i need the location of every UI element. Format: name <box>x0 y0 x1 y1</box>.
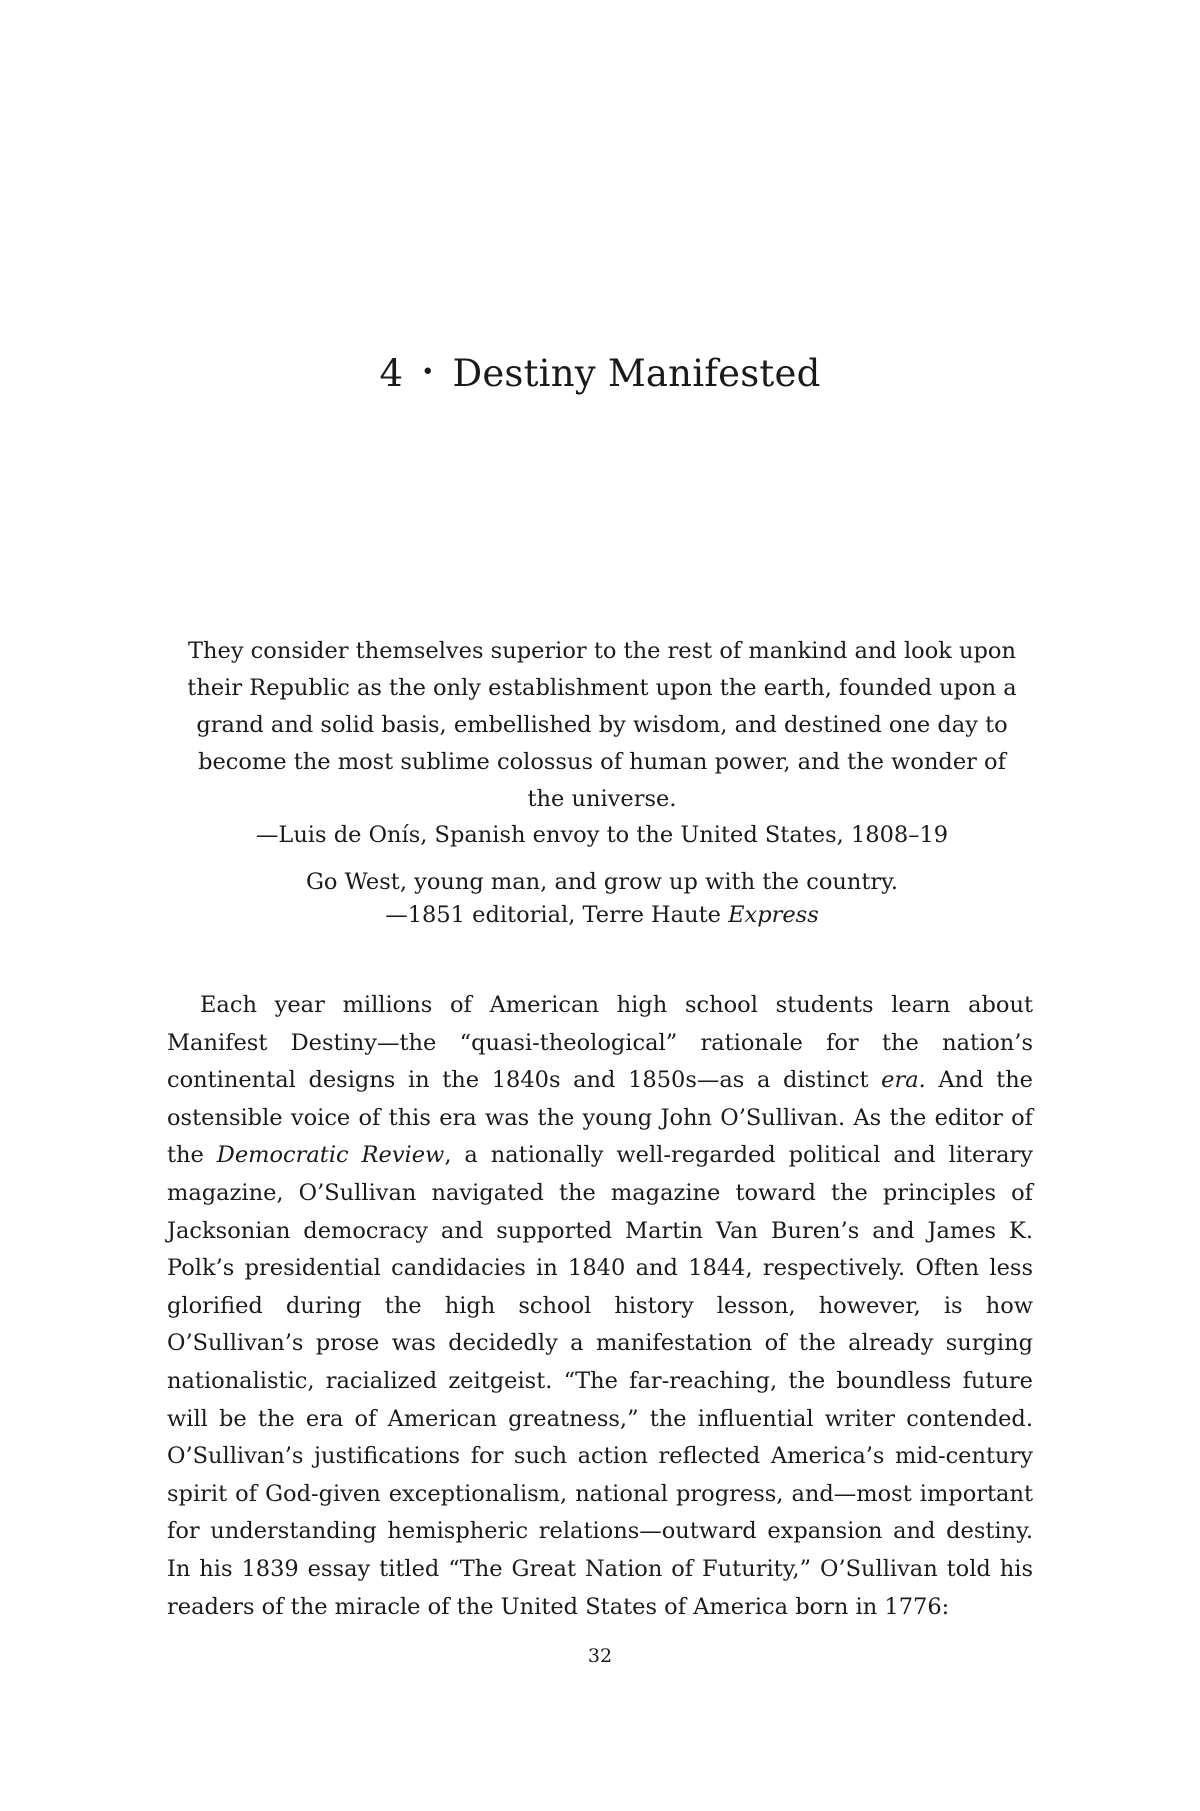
page-number: 32 <box>587 1645 613 1667</box>
chapter-bullet: • <box>421 360 435 385</box>
epigraph-quote-2: Go West, young man, and grow up with the country. <box>305 869 899 895</box>
chapter-title <box>0 352 1200 395</box>
body-text-review: Democratic Review <box>216 1142 445 1169</box>
epigraph-attribution-2-italic: Express <box>728 902 819 928</box>
body-text-a: Each year millions of American high school students learn about Manifest Destiny—the “quasi-theological” rationale for the nation’s continental designs in the 1840s and 1850s—as a distinct <box>167 992 1033 1094</box>
chapter-title-text: Destiny Manifested <box>452 352 821 395</box>
epigraph-attribution-2 <box>186 902 1018 928</box>
chapter-number: 4 <box>379 352 404 395</box>
body-text-era: era <box>881 1067 919 1094</box>
body-text-c: , a nationally well-regarded political and literary magazine, O’Sullivan navigated the magazine toward the principles of Jacksonian democracy and supported Martin Van Buren’s and James K. Polk’s presidential candidacies in 1840 and 1844, respectively. Often less glorified during the high school history lesson, however, is how O’Sullivan’s prose was decidedly a manifestation of the already surging nationalistic, racialized zeitgeist. “The far-reaching, the boundless future will be the era of American greatness,” the influential writer contended. O’Sullivan’s justifications for such action reflected America’s mid-century spirit of God-given exceptionalism, national progress, and—most important for understanding hemispheric relations—outward expansion and destiny. In his 1839 essay titled “The Great Nation of Futurity,” O’Sullivan told his readers of the miracle of the United States of America born in 1776: <box>167 1142 1033 1620</box>
epigraph-attribution-2-prefix: —1851 editorial, Terre Haute <box>385 902 729 928</box>
epigraph-attribution-1: —Luis de Onís, Spanish envoy to the United States, 1808–19 <box>255 822 949 848</box>
body-paragraph <box>167 987 1033 1626</box>
body-text-b: . And the ostensible voice of this era was the young John O’Sullivan. As the editor of the <box>167 1067 1033 1169</box>
epigraph-quote-1: They consider themselves superior to the rest of mankind and look upon their Republic as the only establishment upon the earth, founded upon a grand and solid basis, embellished by wisdom, and destined one day to become the most sublime colossus of human power, and the wonder of the universe. <box>187 638 1017 812</box>
